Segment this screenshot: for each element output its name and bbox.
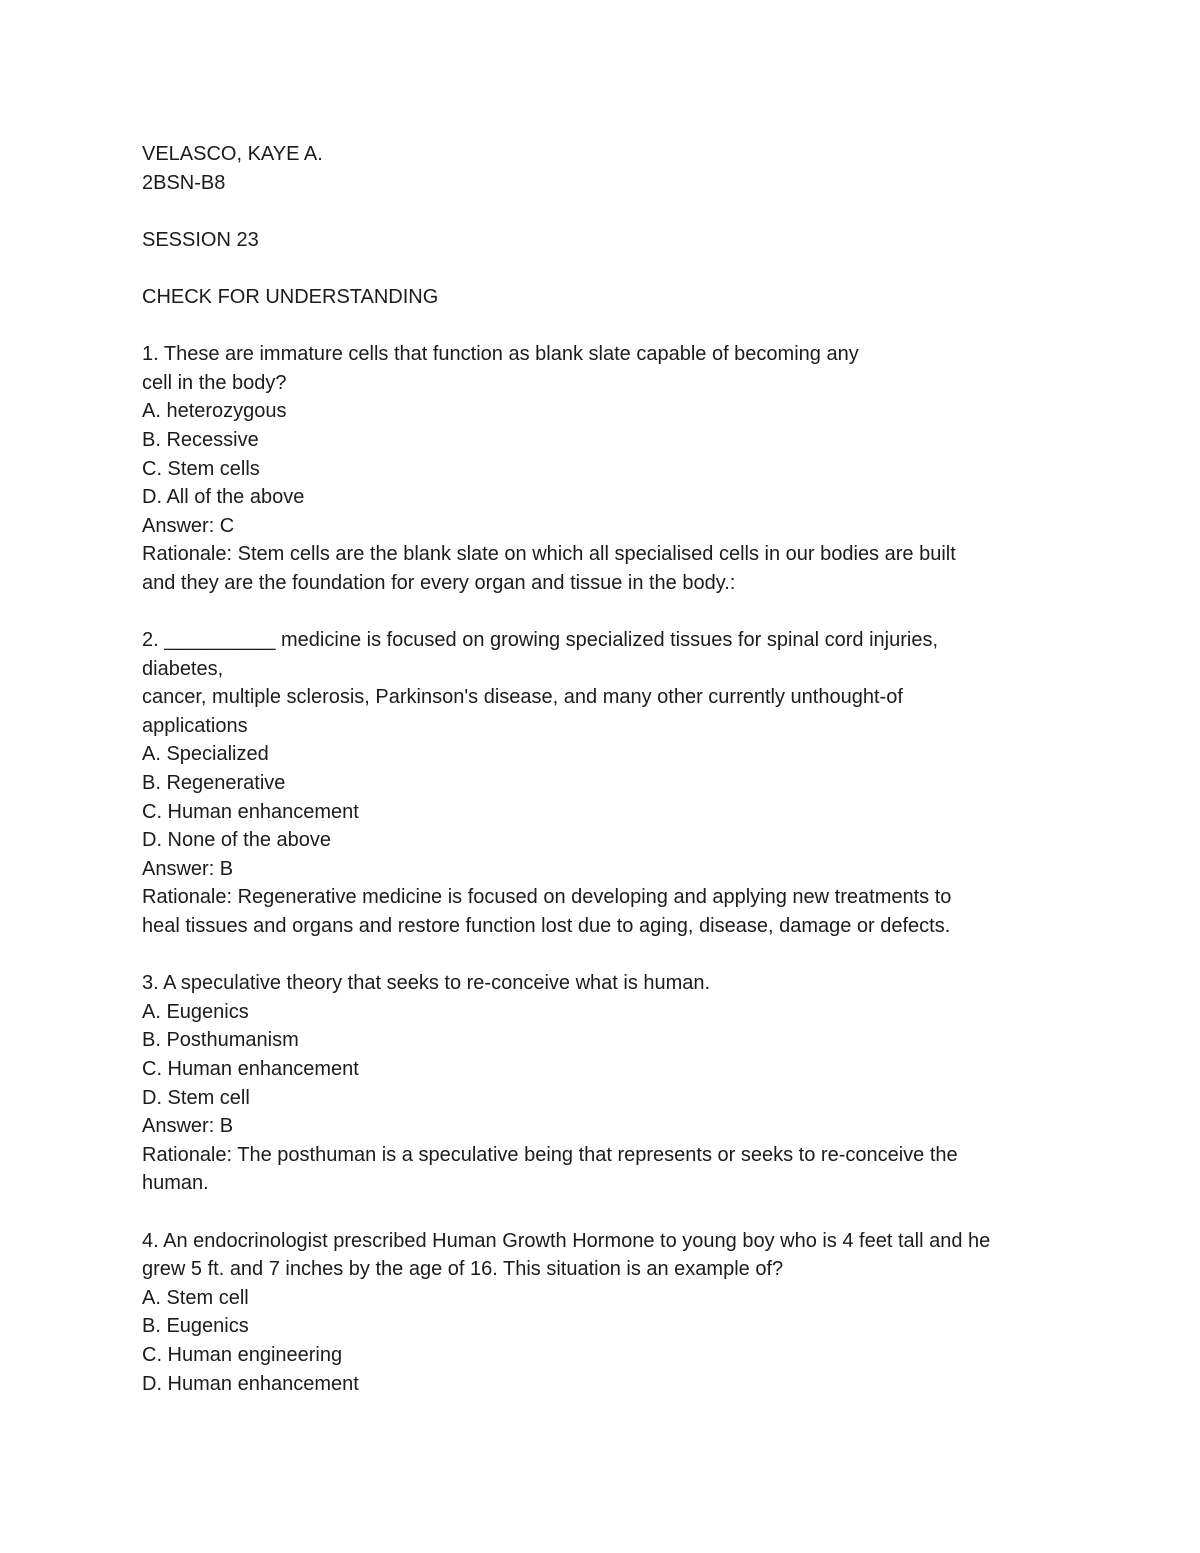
option-b: B. Regenerative [142, 772, 286, 795]
option-d: D. None of the above [142, 829, 332, 852]
option-b: B. Recessive [142, 428, 259, 451]
question-1 [142, 340, 1072, 597]
spacer [142, 197, 1072, 226]
section-heading: CHECK FOR UNDERSTANDING [142, 285, 439, 308]
question-2 [142, 626, 1072, 941]
question-text: 2. __________ medicine is focused on growing specialized tissues for spinal cord injuries, [142, 629, 939, 652]
question-text: applications [142, 714, 248, 737]
answer: Answer: C [142, 514, 235, 537]
rationale: heal tissues and organs and restore function lost due to aging, disease, damage or defects. [142, 915, 951, 938]
question-3 [142, 969, 1072, 1198]
rationale: and they are the foundation for every organ and tissue in the body.: [142, 571, 736, 594]
option-b: B. Eugenics [142, 1315, 249, 1338]
option-a: A. Specialized [142, 743, 269, 766]
question-4 [142, 1227, 1072, 1399]
student-name: VELASCO, KAYE A. [142, 143, 323, 165]
option-d: D. All of the above [142, 486, 305, 509]
spacer [142, 941, 1072, 970]
option-c: C. Human engineering [142, 1343, 343, 1366]
option-d: D. Human enhancement [142, 1372, 359, 1395]
rationale: Rationale: Regenerative medicine is focused on developing and applying new treatments to [142, 886, 952, 909]
option-c: C. Human enhancement [142, 1058, 359, 1080]
spacer [142, 254, 1072, 283]
document-body [142, 140, 1072, 1398]
question-text: 4. An endocrinologist prescribed Human Growth Hormone to young boy who is 4 feet tall and he [142, 1229, 991, 1252]
rationale: Rationale: Stem cells are the blank slate on which all specialised cells in our bodies are built [142, 543, 956, 566]
option-a: A. heterozygous [142, 400, 287, 423]
spacer [142, 598, 1072, 627]
answer: Answer: B [142, 857, 234, 880]
spacer [142, 312, 1072, 341]
option-a: A. Stem cell [142, 1286, 249, 1309]
option-c: C. Human enhancement [142, 800, 359, 823]
option-a: A. Eugenics [142, 1000, 249, 1023]
option-d: D. Stem cell [142, 1086, 250, 1109]
question-text: grew 5 ft. and 7 inches by the age of 16. This situation is an example of? [142, 1258, 784, 1281]
option-b: B. Posthumanism [142, 1029, 299, 1052]
answer: Answer: B [142, 1115, 234, 1138]
option-c: C. Stem cells [142, 457, 260, 480]
rationale: Rationale: The posthuman is a speculative being that represents or seeks to re-conceive the [142, 1143, 958, 1166]
rationale: human. [142, 1172, 209, 1195]
question-text: diabetes, [142, 657, 224, 680]
spacer [142, 1198, 1072, 1227]
session-title: SESSION 23 [142, 228, 259, 251]
question-text: cell in the body? [142, 371, 287, 394]
question-text: cancer, multiple sclerosis, Parkinson's disease, and many other currently unthought-of [142, 686, 903, 709]
class-section: 2BSN-B8 [142, 171, 226, 194]
question-text: 1. These are immature cells that function as blank slate capable of becoming any [142, 343, 859, 366]
question-text: 3. A speculative theory that seeks to re-conceive what is human. [142, 972, 711, 995]
